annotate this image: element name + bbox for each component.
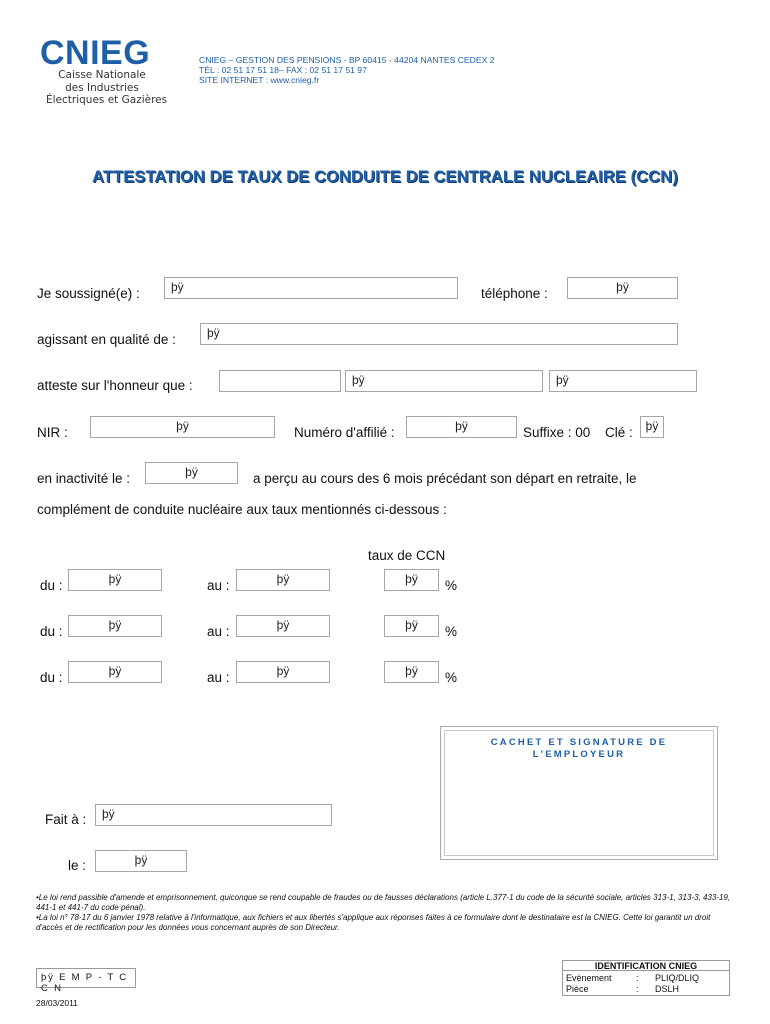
identification-title: IDENTIFICATION CNIEG <box>594 961 698 971</box>
label-du-1: du : <box>40 578 63 593</box>
label-en-inactivite: en inactivité le : <box>37 471 131 486</box>
field-fait-a[interactable]: þÿ <box>95 804 332 826</box>
stamp-label-line-2: L'EMPLOYEUR <box>532 749 626 760</box>
label-au-2: au : <box>207 624 230 639</box>
document-title: ATTESTATION DE TAUX DE CONDUITE DE CENTRALE NUCLEAIRE (CCN) <box>92 168 678 186</box>
label-nir: NIR : <box>37 425 68 440</box>
field-prenom-beneficiaire[interactable]: þÿ <box>549 370 697 392</box>
logo-subtitle-line-2: des Industries <box>65 81 139 94</box>
field-du-2[interactable]: þÿ <box>68 615 162 637</box>
text-a-percu: a perçu au cours des 6 mois précédant son départ en retraite, le <box>253 471 637 486</box>
label-piece: Pièce <box>566 984 589 994</box>
label-percent-3: % <box>445 670 458 685</box>
field-taux-1[interactable]: þÿ <box>384 569 439 591</box>
label-evenement: Evènement <box>566 973 612 983</box>
label-au-3: au : <box>207 670 230 685</box>
field-numero-affilie[interactable]: þÿ <box>406 416 517 438</box>
label-cle: Clé : <box>605 425 633 440</box>
field-du-3[interactable]: þÿ <box>68 661 162 683</box>
sep-piece: : <box>636 984 639 994</box>
field-au-2[interactable]: þÿ <box>236 615 330 637</box>
label-telephone: téléphone : <box>481 286 548 301</box>
label-le: le : <box>68 858 87 873</box>
label-suffixe: Suffixe : 00 <box>523 425 591 440</box>
label-au-1: au : <box>207 578 230 593</box>
contact-phone: TÉL : 02 51 17 51 18– FAX : 02 51 17 51 97 <box>199 65 367 75</box>
label-percent-1: % <box>445 578 458 593</box>
sep-evenement: : <box>636 973 639 983</box>
field-au-1[interactable]: þÿ <box>236 569 330 591</box>
field-telephone[interactable]: þÿ <box>567 277 678 299</box>
field-nom[interactable]: þÿ <box>164 277 458 299</box>
field-du-1[interactable]: þÿ <box>68 569 162 591</box>
identification-divider <box>562 970 730 971</box>
contact-website: SITE INTERNET : www.cnieg.fr <box>199 75 320 85</box>
label-taux-ccn: taux de CCN <box>368 548 446 563</box>
text-complement: complément de conduite nucléaire aux taux mentionnés ci-dessous : <box>37 502 447 517</box>
form-reference: þÿ E M P - T C C N <box>36 968 136 988</box>
logo-subtitle-line-3: Électriques et Gazières <box>46 94 168 106</box>
contact-header <box>199 55 494 85</box>
label-atteste: atteste sur l'honneur que : <box>37 378 193 393</box>
field-nom-beneficiaire[interactable]: þÿ <box>345 370 543 392</box>
field-taux-2[interactable]: þÿ <box>384 615 439 637</box>
logo-subtitle <box>46 69 168 107</box>
value-evenement: PLIQ/DLIQ <box>655 973 700 983</box>
field-date-signature[interactable]: þÿ <box>95 850 187 872</box>
label-numero-affilie: Numéro d'affilié : <box>294 425 395 440</box>
field-cle[interactable]: þÿ <box>640 416 664 438</box>
stamp-label-line-1: CACHET ET SIGNATURE DE <box>490 737 668 748</box>
label-je-soussigne: Je soussigné(e) : <box>37 286 140 301</box>
label-du-2: du : <box>40 624 63 639</box>
field-taux-3[interactable]: þÿ <box>384 661 439 683</box>
label-agissant: agissant en qualité de : <box>37 332 176 347</box>
contact-address: CNIEG – GESTION DES PENSIONS - BP 60415 - 44204 NANTES CEDEX 2 <box>199 55 495 65</box>
label-fait-a: Fait à : <box>45 812 87 827</box>
stamp-label <box>444 737 714 761</box>
field-nir[interactable]: þÿ <box>90 416 275 438</box>
label-du-3: du : <box>40 670 63 685</box>
cnieg-logo: CNIEG <box>40 34 151 72</box>
field-date-inactivite[interactable]: þÿ <box>145 462 238 484</box>
value-piece: DSLH <box>655 984 680 994</box>
label-percent-2: % <box>445 624 458 639</box>
form-date: 28/03/2011 <box>36 998 78 1008</box>
field-au-3[interactable]: þÿ <box>236 661 330 683</box>
logo-subtitle-line-1: Caisse Nationale <box>58 69 146 81</box>
field-civilite[interactable] <box>219 370 341 392</box>
legal-notice-cnil: •La loi n° 78-17 du 6 janvier 1978 relative à l'informatique, aux fichiers et aux libertés s'applique aux réponses faites à ce formulaire dont le destinataire est la CNIEG. Cette loi garantit un droit d'accès et de rectification pour les données vous concernant auprès de son Directeur. <box>36 913 711 932</box>
legal-notice-fraud: •Le loi rend passible d'amende et emprisonnement, quiconque se rend coupable de fraudes ou de fausses déclarations (article L.377-1 du code de la sécurité sociale, articles 313-1, 313-3, 433-19, 441-1 et 441-7 du code pénal). <box>36 893 731 912</box>
field-qualite[interactable]: þÿ <box>200 323 678 345</box>
